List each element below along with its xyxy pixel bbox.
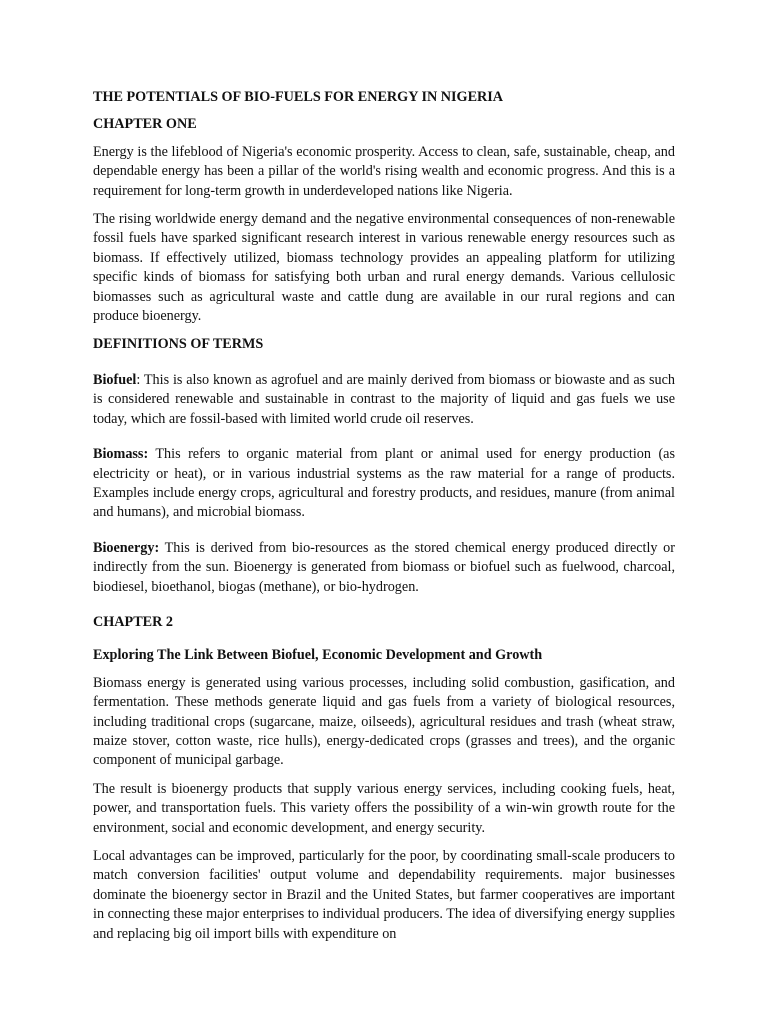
chapter-two-paragraph-2: The result is bioenergy products that supply various energy services, including cooking fuels, heat, power, and transportation fuels. This variety offers the possibility of a win-win growth route for the environment, social and economic development, and energy security. [93,780,675,836]
chapter-one-paragraph-2: The rising worldwide energy demand and the negative environmental consequences of non-renewable fossil fuels have sparked significant research interest in various renewable energy resources such as biomass. If effectively utilized, biomass technology provides an appealing platform for utilizing specific kinds of biomass for satisfying both urban and rural energy demands. Various cellulosic biomasses such as agricultural waste and cattle dung are available in our rural regions and can produce bioenergy. [93,211,675,325]
chapter-two-subheading: Exploring The Link Between Biofuel, Economic Development and Growth [93,647,543,664]
definition-bioenergy [93,539,675,597]
definition-text: This refers to organic material from plant or animal used for energy production (as electricity or heat), or in various industrial systems as the raw material for a range of products. Examples include energy crops, agricultural and forestry products, and residues, manure (from animal and humans), and microbial biomass. [93,446,675,521]
definition-term: Biofuel [93,371,137,388]
definition-text: This is derived from bio-resources as the stored chemical energy produced directly or indirectly from the sun. Bioenergy is generated from biomass or biofuel such as fuelwood, charcoal, biodiesel, bioethanol, biogas (methane), or bio-hydrogen. [93,539,675,595]
definition-term: Bioenergy: [93,539,160,556]
definitions-heading: DEFINITIONS OF TERMS [93,336,264,353]
chapter-two-heading: CHAPTER 2 [93,613,174,630]
chapter-two-paragraph-3: Local advantages can be improved, particularly for the poor, by coordinating small-scale producers to match conversion facilities' output volume and dependability requirements. major businesses dominate the bioenergy sector in Brazil and the United States, but farmer cooperatives are important in connecting these major enterprises to individual producers. The idea of diversifying energy supplies and replacing big oil import bills with expenditure on [93,848,675,942]
chapter-two-paragraph-1: Biomass energy is generated using various processes, including solid combustion, gasification, and fermentation. These methods generate liquid and gas fuels from a variety of biological resources, including traditional crops (sugarcane, maize, oilseeds), agricultural residues and trash (wheat straw, maize stover, cotton waste, rice hulls), energy-dedicated crops (grasses and trees), and the organic component of municipal garbage. [93,674,675,769]
document-page [93,88,675,953]
definition-term: Biomass: [93,446,149,463]
chapter-one-paragraph-1: Energy is the lifeblood of Nigeria's economic prosperity. Access to clean, safe, sustainable, cheap, and dependable energy has been a pillar of the world's rising wealth and economic progress. And this is a requirement for long-term growth in underdeveloped nations like Nigeria. [93,143,675,199]
chapter-one-heading: CHAPTER ONE [93,116,197,133]
definition-text: : This is also known as agrofuel and are mainly derived from biomass or biowaste and as such is considered renewable and sustainable in contrast to the majority of liquid and gas fuels we use today, which are fossil-based with limited world crude oil reserves. [93,371,675,427]
definition-biomass [93,445,675,523]
document-title: THE POTENTIALS OF BIO-FUELS FOR ENERGY IN NIGERIA [93,89,504,105]
definition-biofuel [93,371,675,429]
